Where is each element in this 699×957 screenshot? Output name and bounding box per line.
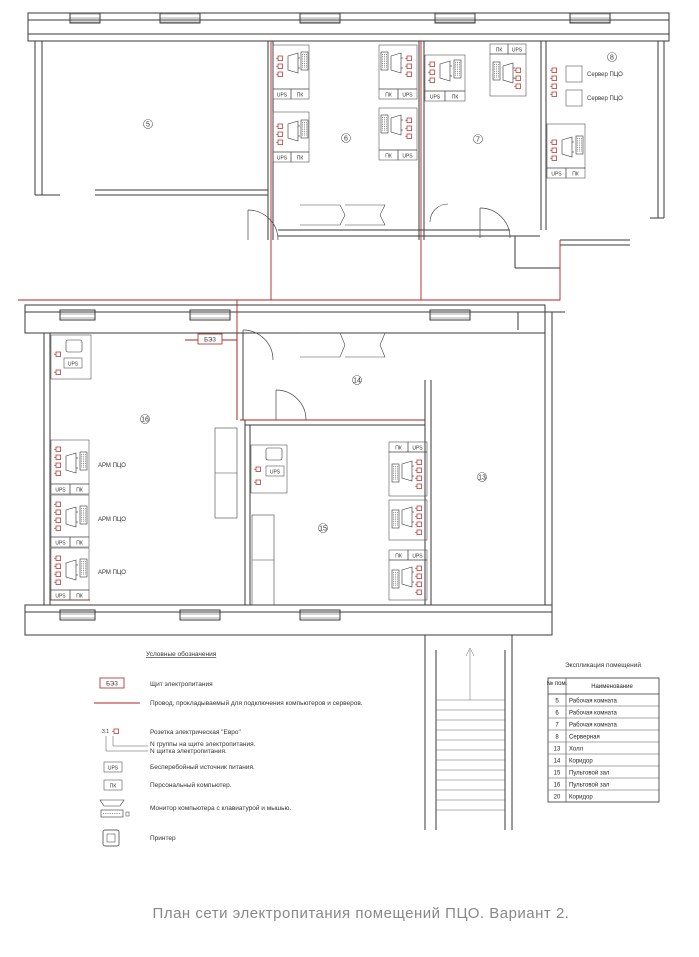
- printer-station: [51, 335, 91, 379]
- printer-icon: [103, 830, 119, 846]
- arm-station: [51, 495, 126, 547]
- ups-label: UPS: [402, 153, 413, 160]
- legend-panel-text: Щит электропитания: [150, 681, 213, 688]
- workstation: [425, 55, 465, 101]
- panel-label: БЭЗ: [204, 337, 216, 344]
- pc-label: ПК: [296, 155, 304, 162]
- room-number-14: 14: [353, 377, 361, 385]
- ups-label: UPS: [429, 94, 441, 101]
- power-panel: [198, 334, 222, 344]
- table-cell-num: 6: [555, 710, 559, 717]
- pc-label: ПК: [495, 47, 503, 54]
- arm-station: [51, 440, 126, 494]
- legend-ups-text: Бесперебойный источник питания.: [150, 764, 255, 771]
- workstation: [389, 442, 427, 496]
- workstation: [389, 550, 427, 600]
- ups-label: UPS: [269, 469, 281, 476]
- printer-station: [251, 445, 287, 493]
- explication-header-name: Наименование: [591, 684, 633, 690]
- legend-socket-num: 3.1: [102, 729, 109, 735]
- ups-label: UPS: [412, 445, 423, 452]
- table-cell-name: Коридор: [569, 794, 593, 801]
- ups-label: UPS: [551, 171, 562, 178]
- legend-monitor-text: Монитор компьютера с клавиатурой и мышью.: [150, 805, 292, 812]
- pc-label: ПК: [385, 153, 392, 160]
- table-cell-name: Серверная: [569, 734, 600, 741]
- ups-label: UPS: [402, 92, 413, 99]
- table-cell-name: Рабочая комната: [569, 710, 617, 717]
- pc-label: ПК: [451, 94, 459, 101]
- room-number-6: 6: [344, 135, 348, 143]
- legend-socket-group-text: N группы на щите электропитания.: [150, 741, 256, 748]
- room-number-15: 15: [319, 525, 327, 533]
- pc-label: ПК: [76, 540, 83, 547]
- legend-wire-text: Провод, прокладываемый для подключения компьютеров и серверов.: [150, 700, 363, 707]
- pc-label: ПК: [76, 593, 83, 600]
- table-cell-num: 7: [555, 722, 559, 729]
- ups-label: UPS: [55, 487, 66, 494]
- workstation: [273, 112, 309, 162]
- table-cell-name: Рабочая комната: [569, 722, 617, 729]
- ups-label: UPS: [55, 593, 66, 600]
- server-rack: [550, 66, 623, 106]
- legend-pc-text: Персональный компьютер.: [150, 782, 232, 789]
- ups-label: UPS: [55, 540, 66, 547]
- plan-title: План сети электропитания помещений ПЦО. Вариант 2.: [152, 905, 570, 922]
- legend-panel-symbol-text: БЭЗ: [106, 681, 118, 688]
- arm-station: [51, 548, 126, 600]
- legend-ups-symbol-text: UPS: [107, 765, 119, 772]
- table-cell-name: Пультовой зал: [569, 782, 610, 789]
- legend-printer-text: Принтер: [150, 835, 176, 842]
- ups-label: UPS: [276, 155, 288, 162]
- ups-label: UPS: [276, 92, 288, 99]
- room-number-16: 16: [141, 416, 149, 424]
- ups-label: UPS: [511, 47, 523, 54]
- table-cell-num: 14: [553, 758, 561, 765]
- workstation: [379, 108, 417, 160]
- explication-table: [547, 661, 659, 802]
- pc-label: ПК: [395, 553, 402, 560]
- table-cell-name: Холл: [569, 746, 584, 753]
- ups-label: UPS: [412, 553, 423, 560]
- legend-heading: Условные обозначения: [146, 651, 217, 658]
- table-cell-num: 20: [553, 794, 561, 801]
- pc-label: ПК: [296, 92, 304, 99]
- server-label: Сервер ПЦО: [587, 72, 623, 78]
- workstation: [273, 45, 309, 99]
- legend-pc-symbol-text: ПК: [109, 783, 117, 790]
- pc-label: ПК: [572, 171, 579, 178]
- room-number-7: 7: [476, 136, 480, 144]
- table-cell-num: 8: [555, 734, 559, 741]
- pc-label: ПК: [385, 92, 392, 99]
- legend: [94, 650, 363, 846]
- server-label: Сервер ПЦО: [587, 96, 623, 102]
- table-cell-name: Рабочая комната: [569, 698, 617, 705]
- workstation: [379, 45, 417, 99]
- room-number-13: 13: [478, 474, 486, 482]
- table-cell-num: 16: [553, 782, 561, 789]
- explication-title: Экспликация помещений: [564, 662, 642, 669]
- table-cell-num: 13: [553, 746, 561, 753]
- table-cell-num: 15: [553, 770, 561, 777]
- table-cell-num: 5: [555, 698, 559, 705]
- table-cell-name: Коридор: [569, 758, 593, 765]
- workstation: [490, 44, 526, 96]
- stair-steps: [436, 648, 505, 810]
- ups-label: UPS: [67, 361, 79, 368]
- pc-label: ПК: [395, 445, 402, 452]
- room-number-8: 8: [610, 54, 614, 62]
- legend-socket-icon: [112, 729, 119, 734]
- room-number-5: 5: [146, 121, 150, 129]
- monitor-icon: [100, 800, 129, 817]
- arm-label: АРМ ПЦО: [98, 517, 126, 523]
- pc-label: ПК: [76, 487, 83, 494]
- explication-header-num: № пом.: [546, 681, 568, 687]
- arm-label: АРМ ПЦО: [98, 463, 126, 469]
- doors: [215, 204, 510, 605]
- legend-socket-text: Розетка электрическая "Евро": [150, 729, 241, 736]
- table-cell-name: Пультовой зал: [569, 770, 610, 777]
- legend-socket-num-text: N щитка электропитания.: [150, 748, 227, 755]
- workstation: [547, 124, 585, 178]
- workstation: [389, 500, 427, 540]
- arm-label: АРМ ПЦО: [98, 570, 126, 576]
